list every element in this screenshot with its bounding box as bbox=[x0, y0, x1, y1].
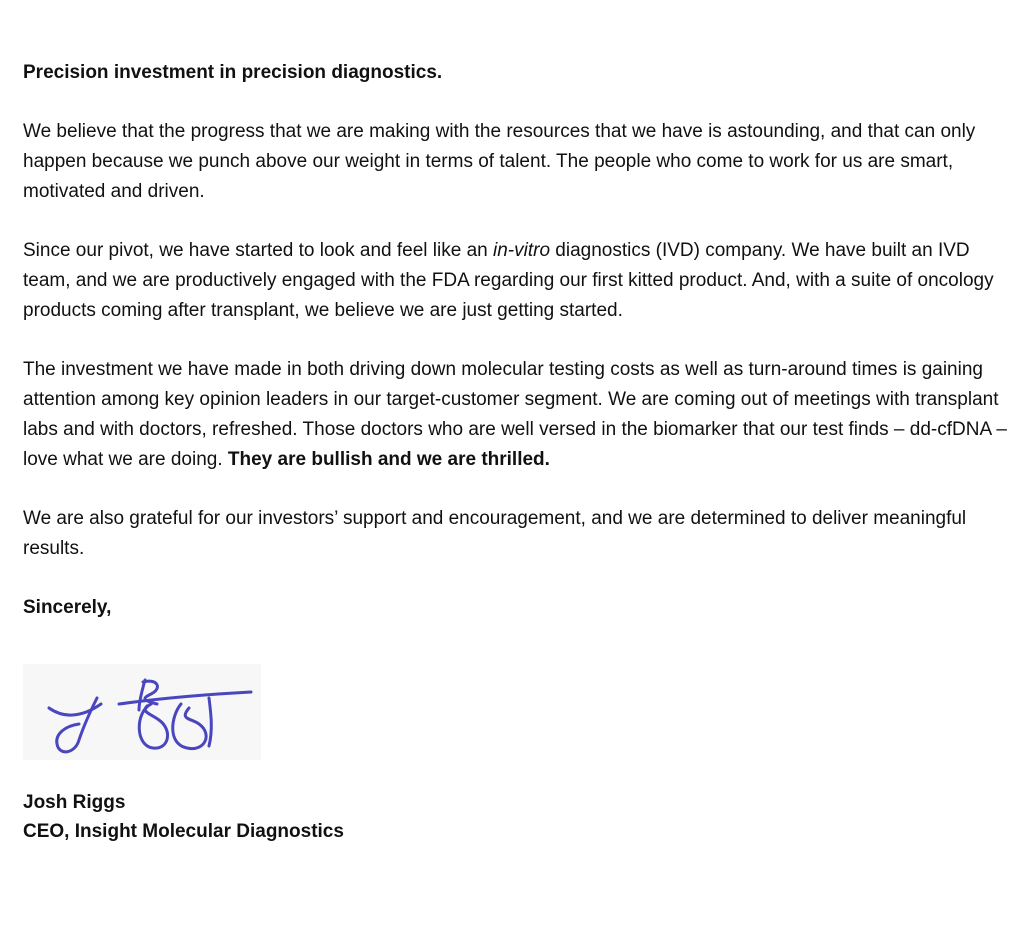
paragraph-investment-bold: They are bullish and we are thrilled. bbox=[227, 449, 550, 470]
closing-salutation: Sincerely, bbox=[23, 597, 112, 618]
paragraph-pivot-text-start: Since our pivot, we have started to look and feel like an bbox=[23, 240, 493, 261]
signature-image bbox=[23, 664, 261, 760]
paragraph-pivot-text-end: diagnostics (IVD) company. We have built an IVD team, and we are productively engaged with the FDA regarding our first kitted product. And, with a suite of oncology products coming after transplant, we believe we are just getting started. bbox=[23, 240, 994, 321]
letter-body bbox=[23, 58, 1018, 623]
paragraph-pivot-italic: in-vitro bbox=[493, 240, 551, 261]
signer-title: CEO, Insight Molecular Diagnostics bbox=[23, 821, 344, 842]
signature-drawing bbox=[23, 664, 261, 760]
paragraph-pivot bbox=[23, 236, 1018, 326]
signer-block bbox=[23, 788, 344, 846]
letter-heading: Precision investment in precision diagnostics. bbox=[23, 62, 443, 83]
paragraph-talent: We believe that the progress that we are making with the resources that we have is astounding, and that can only happen because we punch above our weight in terms of talent. The people who come to work for us are smart, motivated and driven. bbox=[23, 121, 976, 202]
signer-name: Josh Riggs bbox=[23, 792, 126, 813]
paragraph-investment-text: The investment we have made in both driving down molecular testing costs as well as turn-around times is gaining attention among key opinion leaders in our target-customer segment. We are coming out of meetings with transplant labs and with doctors, refreshed. Those doctors who are well versed in the biomarker that our test finds – dd-cfDNA – love what we are doing. bbox=[23, 359, 1007, 470]
paragraph-gratitude: We are also grateful for our investors’ support and encouragement, and we are determined to deliver meaningful results. bbox=[23, 508, 967, 559]
paragraph-investment bbox=[23, 355, 1018, 475]
